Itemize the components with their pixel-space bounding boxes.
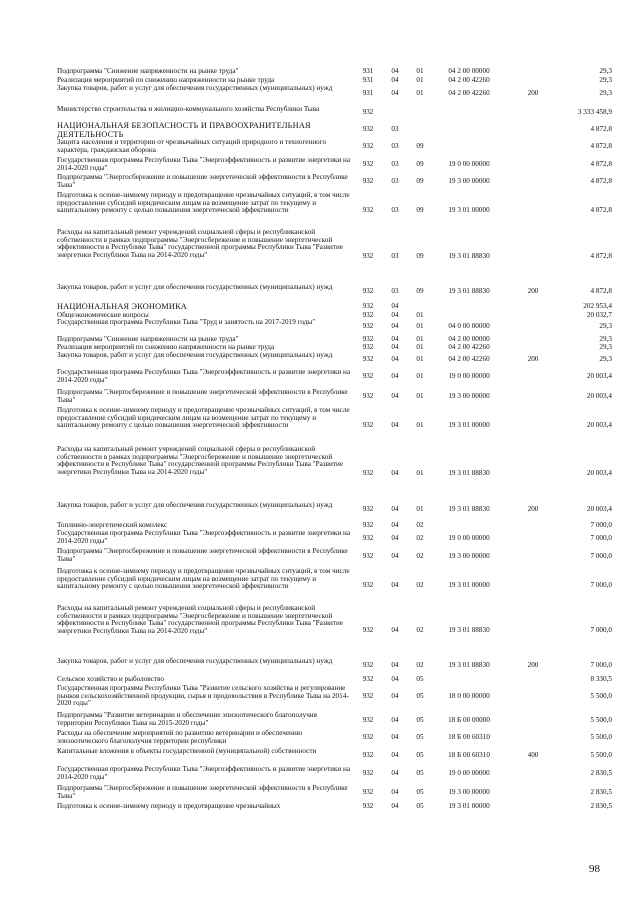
cell-rz: 03 <box>391 287 399 295</box>
cell-pr: 02 <box>416 521 424 529</box>
cell-sum: 5 500,0 <box>590 733 612 741</box>
cell-pr: 05 <box>416 788 424 796</box>
cell-grz: 932 <box>362 142 374 150</box>
cell-pr: 01 <box>416 67 424 75</box>
cell-pr: 01 <box>416 392 424 400</box>
cell-rz: 03 <box>391 160 399 168</box>
cell-pr: 01 <box>416 88 424 97</box>
cell-sum: 7 000,0 <box>590 626 612 634</box>
cell-grz: 932 <box>362 626 374 634</box>
cell-pr: 01 <box>416 76 424 84</box>
cell-name: Топливно-энергетический комплекс <box>57 521 168 529</box>
cell-pr: 09 <box>416 205 424 214</box>
cell-vr: 200 <box>527 505 539 513</box>
cell-name: Расходы на капитальный ремонт учреждений социальной сферы и республиканской собственности в рамках подпрограммы "Энергосбережение и повышение энергетической эффективности в Республике Тыва" государственной программы Республики Тыва "Развитие энергетики Республики Тыва на 2014-2020 годы" <box>57 228 344 259</box>
cell-pr: 01 <box>416 321 424 330</box>
cell-name: Расходы на капитальный ремонт учреждений социальной сферы и республиканской собственности в рамках подпрограммы "Энергосбережение и повышение энергетической эффективности в Республике Тыва" государственной программы Республики Тыва "Развитие энергетики Республики Тыва на 2014-2020 годы" <box>57 445 344 476</box>
cell-sum: 20 003,4 <box>586 420 612 429</box>
cell-rz: 04 <box>391 751 399 759</box>
cell-csr: 19 3 01 88830 <box>448 287 490 295</box>
cell-rz: 04 <box>391 372 399 380</box>
cell-grz: 932 <box>362 343 374 351</box>
table-row <box>0 157 640 173</box>
table-row <box>0 446 640 501</box>
cell-csr: 04 2 00 00000 <box>448 67 490 75</box>
table-row <box>0 407 640 444</box>
cell-csr: 04 2 00 42260 <box>448 76 490 84</box>
cell-pr: 01 <box>416 335 424 343</box>
cell-grz: 932 <box>362 788 374 796</box>
cell-name: Закупка товаров, работ и услуг для обеспечения государственных (муниципальных) нужд <box>57 501 333 509</box>
cell-name: Государственная программа Республики Тыва "Энергоэффективность и развитие энергетики на 2014-2020 годы" <box>57 765 351 781</box>
cell-sum: 3 333 458,9 <box>577 108 612 116</box>
cell-sum: 20 003,4 <box>586 468 612 477</box>
cell-name: Государственная программа Республики Тыва "Энергоэффективность и развитие энергетики на 2014-2020 годы" <box>57 368 351 384</box>
cell-rz: 04 <box>391 768 399 777</box>
cell-csr: 19 3 01 00000 <box>448 205 490 214</box>
cell-name: Государственная программа Республики Тыва "Энергоэффективность и развитие энергетики на 2014-2020 годы" <box>57 156 351 172</box>
cell-sum: 7 000,0 <box>590 521 612 529</box>
cell-sum: 2 830,5 <box>590 802 612 810</box>
cell-csr: 19 3 01 88830 <box>448 468 490 477</box>
table-row <box>0 68 640 76</box>
page-number: 98 <box>589 863 600 875</box>
cell-sum: 20 003,4 <box>586 505 612 513</box>
cell-name: Государственная программа Республики Тыва "Труд и занятость на 2017-2019 годы" <box>57 318 316 326</box>
cell-name: Государственная программа Республики Тыва "Развитие сельского хозяйства и регулирование рынков сельскохозяйственной продукции, сырья и продовольствия в Республике Тыва на 2014-2020 годы" <box>57 684 349 708</box>
cell-sum: 4 872,8 <box>590 142 612 150</box>
cell-csr: 18 0 00 00000 <box>448 692 490 700</box>
table-row <box>0 748 640 764</box>
cell-csr: 18 Б 00 00000 <box>448 716 490 724</box>
cell-grz: 932 <box>362 675 374 683</box>
cell-grz: 931 <box>362 76 374 84</box>
cell-pr: 09 <box>416 287 424 295</box>
cell-pr: 02 <box>416 580 424 589</box>
cell-grz: 932 <box>362 733 374 741</box>
cell-grz: 931 <box>362 88 374 97</box>
cell-name: НАЦИОНАЛЬНАЯ БЕЗОПАСНОСТЬ И ПРАВООХРАНИТЕЛЬНАЯ ДЕЯТЕЛЬНОСТЬ <box>57 121 311 139</box>
cell-name: Закупка товаров, работ и услуг для обеспечения государственных (муниципальных) нужд <box>57 657 333 665</box>
cell-rz: 04 <box>391 521 399 529</box>
table-row <box>0 502 640 518</box>
cell-grz: 932 <box>362 716 374 724</box>
table-row <box>0 568 640 603</box>
cell-grz: 932 <box>362 692 374 700</box>
cell-rz: 04 <box>391 551 399 560</box>
cell-csr: 19 0 00 00000 <box>448 768 490 777</box>
cell-pr: 01 <box>416 420 424 429</box>
cell-rz: 04 <box>391 661 399 669</box>
cell-sum: 4 872,8 <box>590 125 612 133</box>
cell-grz: 932 <box>362 751 374 759</box>
cell-pr: 09 <box>416 251 424 260</box>
cell-csr: 19 0 00 00000 <box>448 372 490 380</box>
cell-rz: 03 <box>391 142 399 150</box>
cell-csr: 04 2 00 42260 <box>448 88 490 97</box>
cell-rz: 04 <box>391 468 399 477</box>
cell-rz: 04 <box>391 88 399 97</box>
cell-pr: 05 <box>416 751 424 759</box>
cell-vr: 400 <box>527 751 539 759</box>
cell-rz: 03 <box>391 125 399 133</box>
cell-sum: 20 032,7 <box>586 311 612 319</box>
cell-sum: 29,3 <box>599 343 612 351</box>
cell-sum: 29,3 <box>599 67 612 75</box>
cell-name: Подпрограмма "Снижение напряженности на рынке труда" <box>57 335 239 343</box>
table-row <box>0 122 640 138</box>
cell-sum: 5 500,0 <box>590 692 612 700</box>
table-row <box>0 106 640 120</box>
cell-csr: 19 3 01 88830 <box>448 661 490 669</box>
cell-sum: 5 500,0 <box>590 716 612 724</box>
cell-name: Подготовка к осенне-зимнему периоду и предотвращение чрезвычайных ситуаций, в том числе предоставление субсидий юридическим лицам на возмещение затрат по текущему и капитальному ремонту с целью повышения энергетической эффективности <box>57 191 350 215</box>
table-row <box>0 139 640 155</box>
cell-name: Расходы на капитальный ремонт учреждений социальной сферы и республиканской собственности в рамках подпрограммы "Энергосбережение и повышение энергетической эффективности в Республике Тыва" государственной программы Республики Тыва "Развитие энергетики Республики Тыва на 2014-2020 годы" <box>57 604 344 635</box>
cell-csr: 04 2 00 42260 <box>448 343 490 351</box>
cell-rz: 04 <box>391 733 399 741</box>
cell-sum: 2 830,5 <box>590 768 612 777</box>
cell-grz: 932 <box>362 205 374 214</box>
cell-name: Подпрограмма "Энергосбережение и повышение энергетической эффективности в Республике Тыва" <box>57 173 348 189</box>
cell-grz: 932 <box>362 551 374 560</box>
table-row <box>0 548 640 565</box>
cell-pr: 01 <box>416 468 424 477</box>
cell-name: Подпрограмма "Энергосбережение и повышение энергетической эффективности в Республике Тыва" <box>57 547 348 563</box>
table-row <box>0 284 640 300</box>
cell-rz: 04 <box>391 355 399 363</box>
cell-grz: 932 <box>362 468 374 477</box>
cell-rz: 04 <box>391 692 399 700</box>
cell-csr: 19 3 01 00000 <box>448 802 490 810</box>
cell-csr: 19 0 00 00000 <box>448 533 490 542</box>
cell-grz: 932 <box>362 251 374 260</box>
cell-name: Защита населения и территории от чрезвычайных ситуаций природного и техногенного характера, гражданская оборона <box>57 138 327 154</box>
table-row <box>0 530 640 547</box>
cell-pr: 02 <box>416 626 424 634</box>
cell-csr: 19 3 01 88830 <box>448 505 490 513</box>
cell-name: Сельское хозяйство и рыболовство <box>57 675 164 683</box>
cell-rz: 04 <box>391 580 399 589</box>
cell-name: Подпрограмма "Развитие ветеринарии и обеспечение эпизоотического благополучия территории Республики Тыва на 2015-2020 годы" <box>57 711 317 727</box>
cell-grz: 932 <box>362 321 374 330</box>
table-row <box>0 303 640 311</box>
cell-pr: 05 <box>416 716 424 724</box>
cell-sum: 2 830,5 <box>590 788 612 796</box>
table-row <box>0 389 640 405</box>
cell-rz: 04 <box>391 76 399 84</box>
cell-grz: 932 <box>362 661 374 669</box>
cell-name: Закупка товаров, работ и услуг для обеспечения государственных (муниципальных) нужд <box>57 351 333 359</box>
cell-sum: 4 872,8 <box>590 205 612 214</box>
table-row <box>0 352 640 368</box>
cell-rz: 04 <box>391 675 399 683</box>
cell-sum: 5 500,0 <box>590 751 612 759</box>
cell-grz: 932 <box>362 521 374 529</box>
cell-pr: 05 <box>416 802 424 810</box>
cell-grz: 932 <box>362 302 374 310</box>
cell-rz: 04 <box>391 626 399 634</box>
cell-grz: 932 <box>362 335 374 343</box>
cell-name: Министерство строительства и жилищно-коммунального хозяйства Республики Тыва <box>57 105 320 113</box>
cell-rz: 04 <box>391 802 399 810</box>
cell-rz: 04 <box>391 321 399 330</box>
cell-grz: 932 <box>362 372 374 380</box>
cell-name: Государственная программа Республики Тыва "Энергоэффективность и развитие энергетики на 2014-2020 годы" <box>57 529 351 545</box>
cell-rz: 04 <box>391 392 399 400</box>
cell-pr: 09 <box>416 142 424 150</box>
cell-name: Реализация мероприятий по снижению напряженности на рынке труда <box>57 76 275 84</box>
cell-grz: 932 <box>362 125 374 133</box>
cell-pr: 05 <box>416 675 424 683</box>
cell-sum: 7 000,0 <box>590 533 612 542</box>
cell-pr: 09 <box>416 160 424 168</box>
cell-sum: 29,3 <box>599 355 612 363</box>
cell-name: Закупка товаров, работ и услуг для обеспечения государственных (муниципальных) нужд <box>57 84 333 92</box>
cell-sum: 4 872,8 <box>590 160 612 168</box>
cell-name: Закупка товаров, работ и услуг для обеспечения государственных (муниципальных) нужд <box>57 283 333 291</box>
cell-sum: 7 000,0 <box>590 580 612 589</box>
cell-csr: 18 Б 00 60310 <box>448 751 490 759</box>
cell-grz: 932 <box>362 420 374 429</box>
cell-csr: 18 Б 00 60310 <box>448 733 490 741</box>
cell-name: Подпрограмма "Снижение напряженности на рынке труда" <box>57 67 239 75</box>
cell-sum: 8 330,5 <box>590 675 612 683</box>
cell-name: Подпрограмма "Энергосбережение и повышение энергетической эффективности в Республике Тыва" <box>57 784 348 800</box>
table-row <box>0 369 640 385</box>
cell-sum: 29,3 <box>599 321 612 330</box>
cell-sum: 29,3 <box>599 76 612 84</box>
cell-rz: 04 <box>391 533 399 542</box>
cell-sum: 7 000,0 <box>590 551 612 560</box>
table-row <box>0 192 640 229</box>
cell-rz: 04 <box>391 788 399 796</box>
cell-rz: 04 <box>391 505 399 513</box>
cell-sum: 4 872,8 <box>590 287 612 295</box>
cell-pr: 02 <box>416 661 424 669</box>
cell-grz: 932 <box>362 160 374 168</box>
cell-sum: 29,3 <box>599 335 612 343</box>
cell-rz: 04 <box>391 420 399 429</box>
cell-csr: 04 2 00 42260 <box>448 355 490 363</box>
cell-pr: 09 <box>416 177 424 185</box>
cell-grz: 932 <box>362 505 374 513</box>
cell-grz: 931 <box>362 67 374 75</box>
cell-sum: 20 003,4 <box>586 392 612 400</box>
cell-rz: 04 <box>391 716 399 724</box>
cell-pr: 01 <box>416 355 424 363</box>
cell-rz: 03 <box>391 205 399 214</box>
cell-sum: 4 872,8 <box>590 251 612 260</box>
table-row <box>0 766 640 781</box>
cell-pr: 01 <box>416 505 424 513</box>
cell-grz: 932 <box>362 392 374 400</box>
table-row <box>0 319 640 334</box>
cell-grz: 932 <box>362 108 374 116</box>
cell-name: Подготовка к осенне-зимнему периоду и предотвращение чрезвычайных ситуаций, в том числе предоставление субсидий юридическим лицам на возмещение затрат по текущему и капитальному ремонту с целью повышения энергетической эффективности <box>57 406 350 430</box>
cell-sum: 29,3 <box>599 88 612 97</box>
cell-pr: 05 <box>416 768 424 777</box>
cell-name: Подпрограмма "Энергосбережение и повышение энергетической эффективности в Республике Тыва" <box>57 388 348 404</box>
cell-csr: 19 0 00 00000 <box>448 160 490 168</box>
cell-sum: 4 872,8 <box>590 177 612 185</box>
cell-rz: 04 <box>391 335 399 343</box>
table-row <box>0 685 640 709</box>
cell-rz: 03 <box>391 251 399 260</box>
cell-csr: 19 3 00 00000 <box>448 177 490 185</box>
cell-rz: 04 <box>391 311 399 319</box>
cell-name: Подготовка к осенне-зимнему периоду и предотвращение чрезвычайных <box>57 802 281 810</box>
cell-grz: 932 <box>362 287 374 295</box>
table-row <box>0 658 640 674</box>
cell-pr: 02 <box>416 533 424 542</box>
cell-pr: 01 <box>416 311 424 319</box>
table-row <box>0 229 640 284</box>
cell-name: НАЦИОНАЛЬНАЯ ЭКОНОМИКА <box>57 302 187 311</box>
cell-csr: 19 3 01 88830 <box>448 251 490 260</box>
cell-vr: 200 <box>527 355 539 363</box>
cell-rz: 03 <box>391 177 399 185</box>
cell-grz: 932 <box>362 802 374 810</box>
cell-sum: 202 953,4 <box>583 302 612 310</box>
cell-grz: 932 <box>362 768 374 777</box>
cell-csr: 19 3 00 00000 <box>448 788 490 796</box>
cell-name: Подготовка к осенне-зимнему периоду и предотвращение чрезвычайных ситуаций, в том числе предоставление субсидий юридическим лицам на возмещение затрат по текущему и капитальному ремонту с целью повышения энергетической эффективности <box>57 567 350 591</box>
cell-pr: 05 <box>416 692 424 700</box>
cell-csr: 19 3 00 00000 <box>448 392 490 400</box>
cell-vr: 200 <box>527 287 539 295</box>
table-row <box>0 85 640 102</box>
cell-pr: 02 <box>416 551 424 560</box>
cell-rz: 04 <box>391 302 399 310</box>
cell-vr: 200 <box>527 88 539 97</box>
cell-csr: 19 3 00 00000 <box>448 551 490 560</box>
cell-rz: 04 <box>391 67 399 75</box>
table-row <box>0 803 640 811</box>
table-row <box>0 785 640 801</box>
cell-grz: 932 <box>362 311 374 319</box>
cell-pr: 01 <box>416 343 424 351</box>
cell-pr: 01 <box>416 372 424 380</box>
table-row <box>0 605 640 657</box>
table-row <box>0 676 640 684</box>
cell-csr: 19 3 01 00000 <box>448 420 490 429</box>
table-row <box>0 174 640 190</box>
cell-grz: 932 <box>362 580 374 589</box>
table-row <box>0 712 640 730</box>
cell-csr: 19 3 01 88830 <box>448 626 490 634</box>
cell-name: Реализация мероприятий по снижению напряженности на рынке труда <box>57 343 275 351</box>
cell-csr: 19 3 01 00000 <box>448 580 490 589</box>
cell-sum: 20 003,4 <box>586 372 612 380</box>
cell-sum: 7 000,0 <box>590 661 612 669</box>
cell-name: Расходы на обеспечение мероприятий по развитию ветеринарии и обеспечению эпизоотического благополучия территории республики <box>57 729 303 745</box>
cell-grz: 932 <box>362 355 374 363</box>
cell-pr: 05 <box>416 733 424 741</box>
cell-rz: 04 <box>391 343 399 351</box>
cell-csr: 04 2 00 00000 <box>448 335 490 343</box>
cell-name: Общеэкономические вопросы <box>57 311 149 319</box>
cell-grz: 932 <box>362 533 374 542</box>
cell-vr: 200 <box>527 661 539 669</box>
cell-grz: 932 <box>362 177 374 185</box>
cell-csr: 04 0 00 00000 <box>448 321 490 330</box>
table-row <box>0 730 640 746</box>
cell-name: Капитальные вложения в объекты государственной (муниципальной) собственности <box>57 747 317 755</box>
